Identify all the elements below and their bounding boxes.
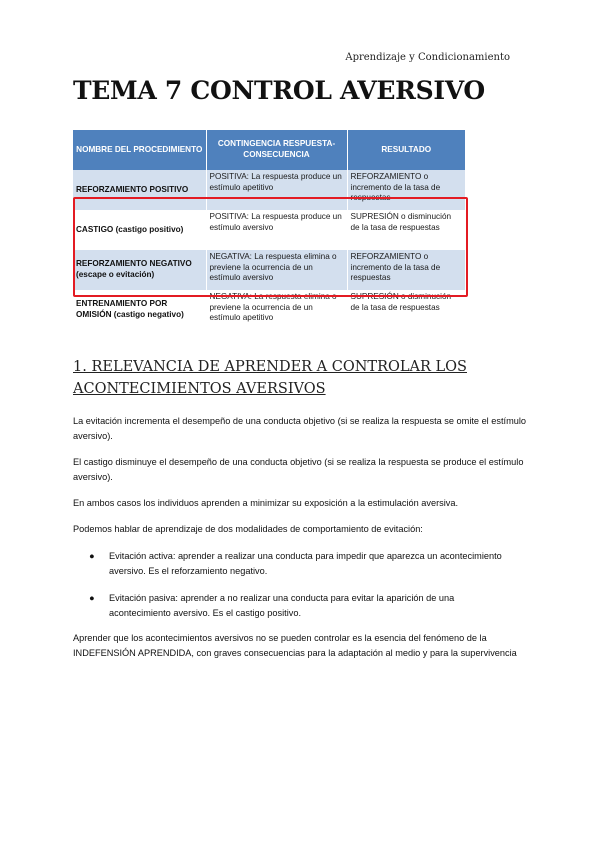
- bullet-icon: ●: [89, 551, 95, 561]
- running-header: Aprendizaje y Condicionamiento: [345, 52, 510, 63]
- procedure-name-cell: ENTRENAMIENTO POR OMISIÓN (castigo negativo): [73, 290, 206, 330]
- table-header-cell: NOMBRE DEL PROCEDIMIENTO: [73, 130, 206, 170]
- bullet-icon: ●: [89, 593, 95, 603]
- procedure-name-cell: REFORZAMIENTO NEGATIVO (escape o evitación): [73, 250, 206, 290]
- procedure-name-cell: REFORZAMIENTO POSITIVO: [73, 170, 206, 210]
- result-cell: REFORZAMIENTO o incremento de la tasa de respuestas: [347, 250, 465, 290]
- table-row: [73, 250, 465, 290]
- contingency-cell: POSITIVA: La respuesta produce un estímulo apetitivo: [206, 170, 347, 210]
- page-title: TEMA 7 CONTROL AVERSIVO: [73, 76, 485, 105]
- bullet-text: Evitación activa: aprender a realizar una conducta para impedir que aparezca un acontecimiento aversivo. Es el reforzamiento negativo.: [109, 551, 502, 576]
- paragraph: Aprender que los acontecimientos aversivos no se pueden controlar es la esencia del fenómeno de la INDEFENSIÓN APRENDIDA, con graves consecuencias para la adaptación al medio y para la supervivencia: [73, 633, 517, 658]
- table-row: [73, 170, 465, 210]
- result-cell: REFORZAMIENTO o incremento de la tasa de respuestas: [347, 170, 465, 210]
- paragraph: Podemos hablar de aprendizaje de dos modalidades de comportamiento de evitación:: [73, 524, 423, 534]
- procedures-table: [73, 130, 465, 330]
- table-header-cell: RESULTADO: [347, 130, 465, 170]
- paragraph: El castigo disminuye el desempeño de una conducta objetivo (si se realiza la respuesta se produce el estímulo aversivo).: [73, 457, 524, 482]
- bullet-item: [89, 549, 509, 579]
- contingency-cell: NEGATIVA: La respuesta elimina o previene la ocurrencia de un estímulo apetitivo: [206, 290, 347, 330]
- table-row: [73, 210, 465, 250]
- bullet-item: [89, 591, 509, 621]
- result-cell: SUPRESIÓN o disminución de la tasa de respuestas: [347, 210, 465, 250]
- contingency-cell: POSITIVA: La respuesta produce un estímulo aversivo: [206, 210, 347, 250]
- result-cell: SUPRESIÓN o disminución de la tasa de respuestas: [347, 290, 465, 330]
- paragraph: La evitación incrementa el desempeño de una conducta objetivo (si se realiza la respuesta se omite el estímulo aversivo).: [73, 416, 526, 441]
- section-heading: 1. RELEVANCIA DE APRENDER A CONTROLAR LOS ACONTECIMIENTOS AVERSIVOS: [73, 359, 467, 397]
- contingency-cell: NEGATIVA: La respuesta elimina o previene la ocurrencia de un estímulo aversivo: [206, 250, 347, 290]
- procedure-name-cell: CASTIGO (castigo positivo): [73, 210, 206, 250]
- table-header-cell: CONTINGENCIA RESPUESTA-CONSECUENCIA: [206, 130, 347, 170]
- paragraph: En ambos casos los individuos aprenden a minimizar su exposición a la estimulación aversiva.: [73, 498, 459, 508]
- bullet-text: Evitación pasiva: aprender a no realizar una conducta para evitar la aparición de una acontecimiento aversivo. Es el castigo positivo.: [109, 593, 455, 618]
- table-header-row: [73, 130, 465, 170]
- table-row: [73, 290, 465, 330]
